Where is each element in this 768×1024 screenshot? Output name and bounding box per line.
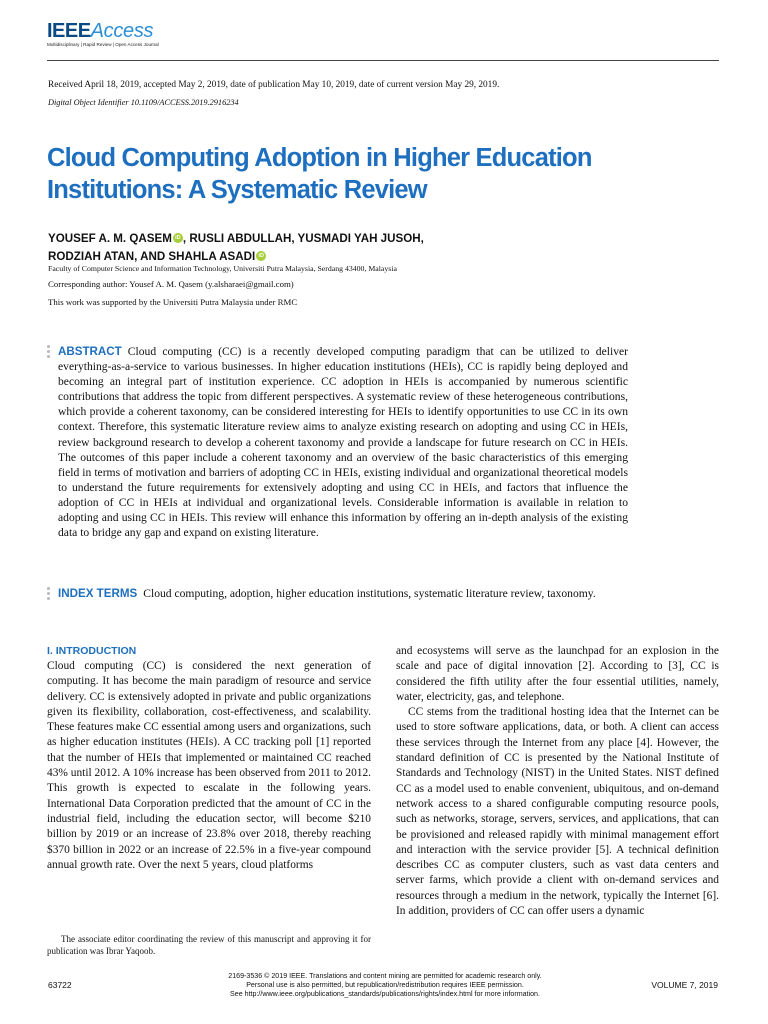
paragraph: and ecosystems will serve as the launchpad for an explosion in the scale and pace of digital innovation [2]. According to [3], CC is considered the fifth utility after the four essential utilities, namely, water, electricity, gas, and telephone. [396, 645, 719, 703]
body-column-left [47, 644, 371, 873]
footnote-text: The associate editor coordinating the review of this manuscript and approving it for publication was Ibrar Yaqoob. [47, 934, 371, 956]
index-terms [58, 586, 628, 601]
copyright-line1: 2169-3536 © 2019 IEEE. Translations and content mining are permitted for academic research only. [228, 972, 542, 980]
header-divider [47, 60, 719, 61]
logo-ieee-text: IEEE [47, 20, 91, 42]
doi: Digital Object Identifier 10.1109/ACCESS.2019.2916234 [48, 98, 239, 107]
abstract-label: ABSTRACT [58, 345, 122, 358]
orcid-icon[interactable]: iD [173, 233, 183, 243]
body-column-right [396, 644, 719, 919]
paper-title-line1: Cloud Computing Adoption in Higher Education [47, 144, 592, 172]
author-others: , RUSLI ABDULLAH, YUSMADI YAH JUSOH, [182, 232, 424, 245]
paragraph: CC stems from the traditional hosting idea that the Internet can be used to store software applications, data, or both. A client can access these services through the Internet from any place [4]. However, the standard definition of CC is presented by the National Institute of Standards and Technology (NIST) in the United States. NIST defined CC as a model used to enable convenient, ubiquitous, and on-demand network access to a shared configurable computing resource pools, such as networks, storage, servers, services, and applications, that can be provisioned and released rapidly with minimal management effort and interaction with the service provider [5]. A technical definition describes CC as computer clusters, such as vast data centers and server farms, which provide a client with on-demand services and resources through a medium in the network, typically the Internet [6]. In addition, providers of CC can offer users a dynamic [396, 706, 719, 918]
paper-title [47, 142, 687, 206]
affiliation: Faculty of Computer Science and Information Technology, Universiti Putra Malaysia, Serdang 43400, Malaysia [48, 264, 397, 273]
index-terms-dots-icon [47, 587, 50, 602]
index-terms-text: Cloud computing, adoption, higher education institutions, systematic literature review, taxonomy. [143, 587, 596, 600]
paper-title-line2: Institutions: A Systematic Review [47, 176, 427, 204]
abstract-dots-icon [47, 345, 50, 360]
logo-tagline: Multidisciplinary | Rapid Review | Open Access Journal [47, 42, 159, 47]
abstract-text: Cloud computing (CC) is a recently developed computing paradigm that can be utilized to deliver everything-as-a-service to various businesses. In higher education institutions (HEIs), CC is rapidly being deployed and becoming an integral part of institution experience. CC adoption in HEIs is accompanied by numerous scientific contributions that address the topic from different perspectives. A systematic review of these heterogeneous contributions, which provide a coherent taxonomy, can be considered interesting for HEIs to identify opportunities to use CC in its own context. Therefore, this systematic literature review aims to analyze existing research on adopting and using CC in HEIs, review background research to develop a coherent taxonomy and provide a landscape for future research on CC in HEIs. The outcomes of this paper include a coherent taxonomy and an overview of the basic characteristics of this emerging field in terms of motivation and barriers of adopting CC in HEIs, existing individual and organizational theoretical models to understand the future requirements for extensively adopting and using CC in HEIs, and factors that influence the adoption of CC in HEIs at individual and organizational levels. Considerable information is available in relation to adopting and using CC in HEIs. This review will enhance this information by offering an in-depth analysis of the existing data to bridge any gap and expand on existing literature. [58, 345, 628, 540]
page-number: 63722 [48, 980, 72, 990]
copyright-footer [190, 972, 580, 1000]
logo-access-text: Access [90, 20, 154, 42]
corresponding-author: Corresponding author: Yousef A. M. Qasem (y.alsharaei@gmail.com) [48, 279, 294, 289]
index-terms-label: INDEX TERMS [58, 587, 138, 600]
funding-note: This work was supported by the Universiti Putra Malaysia under RMC [48, 297, 298, 307]
section-heading: I. INTRODUCTION [47, 645, 137, 657]
volume-label: VOLUME 7, 2019 [651, 980, 718, 990]
copyright-line2: Personal use is also permitted, but republication/redistribution requires IEEE permission. [246, 981, 524, 990]
footnote [47, 933, 371, 957]
author-first: YOUSEF A. M. QASEM [48, 232, 172, 245]
journal-logo [47, 20, 159, 47]
paragraph: Cloud computing (CC) is considered the next generation of computing. It has become the main paradigm of resource and service delivery. CC is extensively adopted in private and public organizations given its flexibility, collaboration, cost-effectiveness, and scalability. These features make CC essential among users and organizations, such as higher education institutes (HEIs). A CC tracking poll [1] reported that the number of HEIs that implemented or maintained CC reached 43% until 2012. A 10% increase has been observed from 2011 to 2012. This growth is expected to escalate in the following years. International Data Corporation predicted that the amount of CC in the industrial field, including the education sector, will become $210 billion by 2019 or an increase of 23.8% over 2018, thereby reaching $370 billion in 2022 or an increase of 22.5% in a five-year compound annual growth rate. Over the next 5 years, cloud platforms [47, 660, 371, 871]
author-line-1 [48, 230, 424, 248]
author-last: RODZIAH ATAN, AND SHAHLA ASADI [48, 250, 256, 263]
orcid-icon[interactable]: iD [256, 251, 266, 261]
copyright-link[interactable]: See http://www.ieee.org/publications_standards/publications/rights/index.html for more information. [230, 990, 540, 999]
publication-dates: Received April 18, 2019, accepted May 2, 2019, date of publication May 10, 2019, date of current version May 29, 2019. [48, 80, 500, 90]
author-list [48, 230, 424, 266]
abstract [58, 344, 628, 540]
